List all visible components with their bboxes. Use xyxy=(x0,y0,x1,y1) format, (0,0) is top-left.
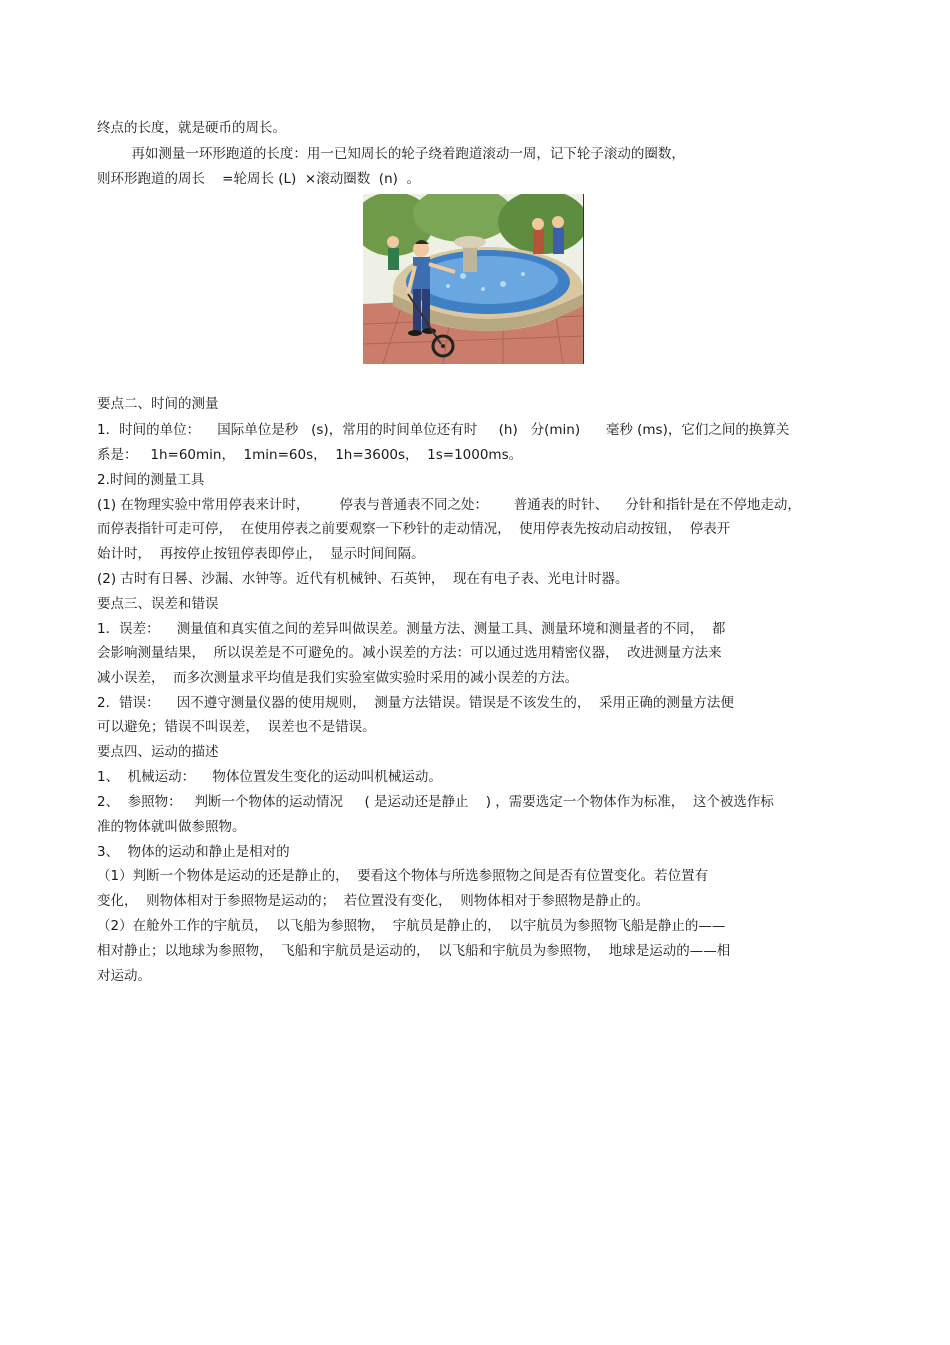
subsection-heading: 2.时间的测量工具 xyxy=(97,472,205,488)
paragraph-line: 相对静止；以地球为参照物， 飞船和宇航员是运动的， 以飞船和宇航员为参照物， 地球是运动的——相 xyxy=(97,943,731,959)
paragraph-line: （1）判断一个物体是运动的还是静止的， 要看这个物体与所选参照物之间是否有位置变化。若位置有 xyxy=(97,868,709,884)
paragraph-line: 而停表指针可走可停， 在使用停表之前要观察一下秒针的走动情况， 使用停表先按动启动按钮， 停表开 xyxy=(97,521,731,537)
paragraph-line: 对运动。 xyxy=(97,968,151,984)
paragraph-line: 会影响测量结果， 所以误差是不可避免的。减小误差的方法：可以通过选用精密仪器， 改进测量方法来 xyxy=(97,645,722,661)
section-heading: 要点三、误差和错误 xyxy=(97,596,219,612)
section-heading: 要点四、运动的描述 xyxy=(97,744,219,760)
paragraph-line: 2、 参照物： 判断一个物体的运动情况 ( 是运动还是静止 ) ，需要选定一个物体作为标准， 这个被选作标 xyxy=(97,794,774,810)
paragraph-line: 减小误差， 而多次测量求平均值是我们实验室做实验时采用的减小误差的方法。 xyxy=(97,670,579,686)
paragraph-line: 终点的长度，就是硬币的周长。 xyxy=(97,120,286,136)
paragraph-line: 1．误差： 测量值和真实值之间的差异叫做误差。测量方法、测量工具、测量环境和测量者的不同， 都 xyxy=(97,621,726,637)
section-heading: 要点二、时间的测量 xyxy=(97,396,219,412)
paragraph-line: 变化， 则物体相对于参照物是运动的； 若位置没有变化， 则物体相对于参照物是静止的。 xyxy=(97,893,650,909)
wheel-measuring-illustration xyxy=(363,194,584,364)
paragraph-line: （2）在舱外工作的宇航员， 以飞船为参照物， 宇航员是静止的， 以宇航员为参照物飞船是静止的—— xyxy=(97,918,726,934)
paragraph-line: 再如测量一环形跑道的长度：用一已知周长的轮子绕着跑道滚动一周，记下轮子滚动的圈数， xyxy=(97,146,685,162)
paragraph-line: 可以避免；错误不叫误差， 误差也不是错误。 xyxy=(97,719,376,735)
paragraph-line: 系是： 1h=60min， 1min=60s， 1h=3600s， 1s=1000ms。 xyxy=(97,447,523,463)
paragraph-line: 3、 物体的运动和静止是相对的 xyxy=(97,844,290,860)
paragraph-line: 2．错误： 因不遵守测量仪器的使用规则， 测量方法错误。错误是不该发生的， 采用正确的测量方法便 xyxy=(97,695,734,711)
paragraph-line: 准的物体就叫做参照物。 xyxy=(97,819,246,835)
paragraph-line: 始计时， 再按停止按钮停表即停止， 显示时间间隔。 xyxy=(97,546,425,562)
paragraph-line: (1) 在物理实验中常用停表来计时， 停表与普通表不同之处： 普通表的时针、 分针和指针是在不停地走动， xyxy=(97,497,801,513)
paragraph-line: 1、 机械运动： 物体位置发生变化的运动叫机械运动。 xyxy=(97,769,442,785)
paragraph-line: 则环形跑道的周长 =轮周长 (L) ×滚动圈数 (n) 。 xyxy=(97,171,420,187)
paragraph-line: (2) 古时有日晷、沙漏、水钟等。近代有机械钟、石英钟， 现在有电子表、光电计时器。 xyxy=(97,571,629,587)
paragraph-line: 1．时间的单位： 国际单位是秒 (s)，常用的时间单位还有时 (h) 分(min) 毫秒 (ms)，它们之间的换算关 xyxy=(97,422,790,438)
